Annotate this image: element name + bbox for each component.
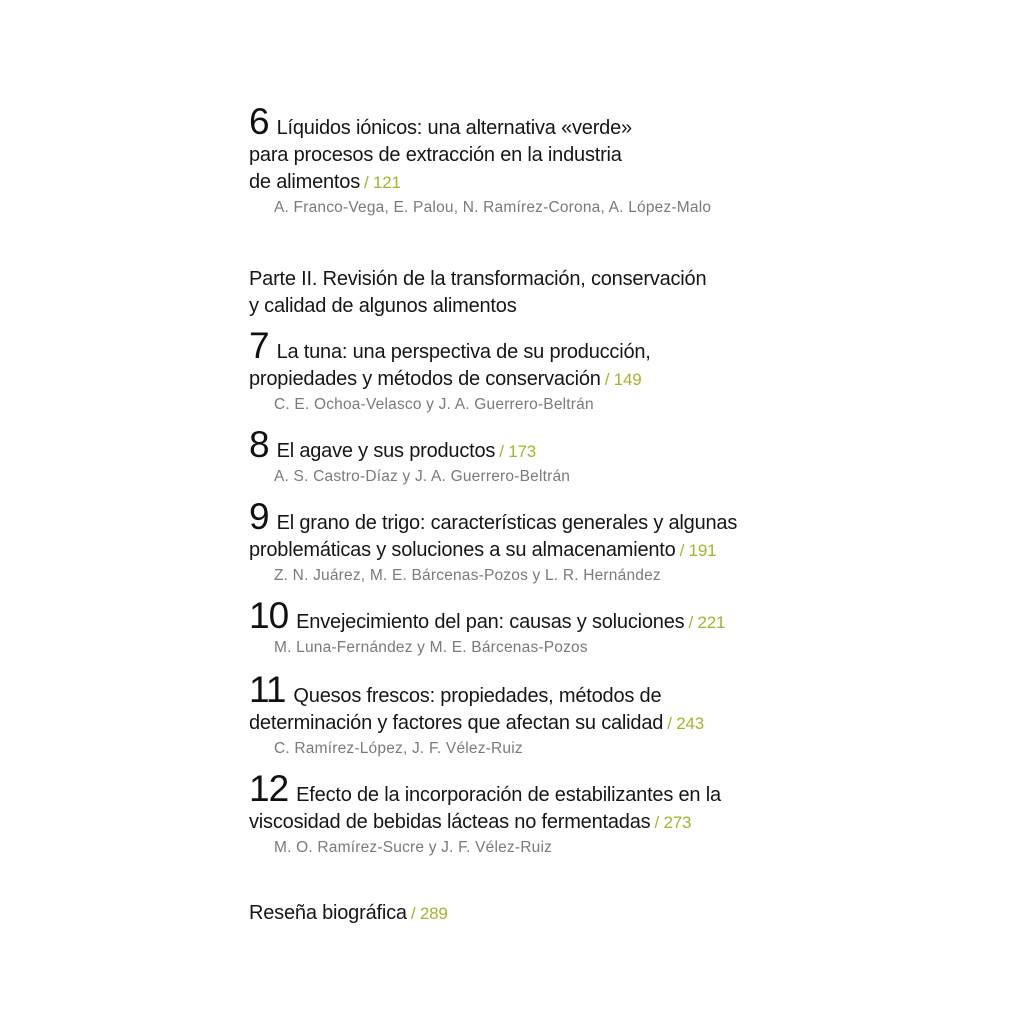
chapter-authors: A. Franco-Vega, E. Palou, N. Ramírez-Corona, A. López-Malo [274, 199, 712, 216]
chapter-title: La tuna: una perspectiva de su producción, [276, 341, 651, 363]
page-number: / 121 [364, 173, 401, 192]
toc-entry-chapter-12[interactable] [249, 768, 721, 860]
page-number: / 273 [654, 813, 692, 832]
chapter-authors: M. O. Ramírez-Sucre y J. F. Vélez-Ruiz [274, 839, 553, 856]
chapter-title: propiedades y métodos de conservación [249, 368, 601, 390]
part-heading-line: Parte II. Revisión de la transformación, conservación [249, 268, 707, 290]
chapter-title: Efecto de la incorporación de estabilizantes en la [296, 784, 721, 806]
chapter-title: Quesos frescos: propiedades, métodos de [293, 685, 662, 707]
chapter-title: El agave y sus productos [276, 440, 496, 462]
chapter-title: de alimentos [249, 171, 360, 193]
toc-entry-chapter-7[interactable] [249, 325, 651, 417]
biography-title: Reseña biográfica [249, 902, 407, 924]
part-heading [249, 266, 706, 320]
chapter-title: viscosidad de bebidas lácteas no fermentadas [249, 811, 651, 833]
chapter-number: 10 [249, 595, 289, 636]
page-number: / 191 [679, 541, 717, 560]
chapter-number: 6 [249, 101, 269, 142]
toc-entry-chapter-8[interactable] [249, 424, 571, 489]
toc-entry-chapter-10[interactable] [249, 595, 726, 660]
toc-entry-chapter-9[interactable] [249, 496, 738, 588]
page-number: / 149 [604, 370, 642, 389]
chapter-number: 12 [249, 768, 289, 809]
toc-entry-biography[interactable] [249, 900, 448, 927]
chapter-title: Líquidos iónicos: una alternativa «verde» [276, 117, 632, 139]
toc-entry-chapter-11[interactable] [249, 669, 704, 761]
chapter-title: El grano de trigo: características generales y algunas [276, 512, 738, 534]
chapter-title: problemáticas y soluciones a su almacenamiento [249, 539, 676, 561]
chapter-title: para procesos de extracción en la industria [249, 144, 622, 166]
toc-entry-chapter-6[interactable] [249, 101, 712, 220]
page-number: / 243 [667, 714, 704, 733]
chapter-title: Envejecimiento del pan: causas y soluciones [296, 611, 685, 633]
part-heading-line: y calidad de algunos alimentos [249, 295, 517, 317]
chapter-number: 7 [249, 325, 269, 366]
chapter-number: 8 [249, 424, 269, 465]
chapter-number: 9 [249, 496, 269, 537]
chapter-authors: C. E. Ochoa-Velasco y J. A. Guerrero-Beltrán [274, 396, 594, 413]
chapter-authors: A. S. Castro-Díaz y J. A. Guerrero-Beltrán [274, 468, 571, 485]
page-number: / 221 [688, 613, 726, 632]
chapter-title: determinación y factores que afectan su calidad [249, 712, 664, 734]
chapter-number: 11 [249, 669, 286, 710]
chapter-authors: C. Ramírez-López, J. F. Vélez-Ruiz [274, 740, 523, 757]
page-number: / 173 [499, 442, 537, 461]
chapter-authors: M. Luna-Fernández y M. E. Bárcenas-Pozos [274, 639, 588, 656]
chapter-authors: Z. N. Juárez, M. E. Bárcenas-Pozos y L. R. Hernández [274, 567, 661, 584]
page-number: / 289 [410, 904, 448, 923]
